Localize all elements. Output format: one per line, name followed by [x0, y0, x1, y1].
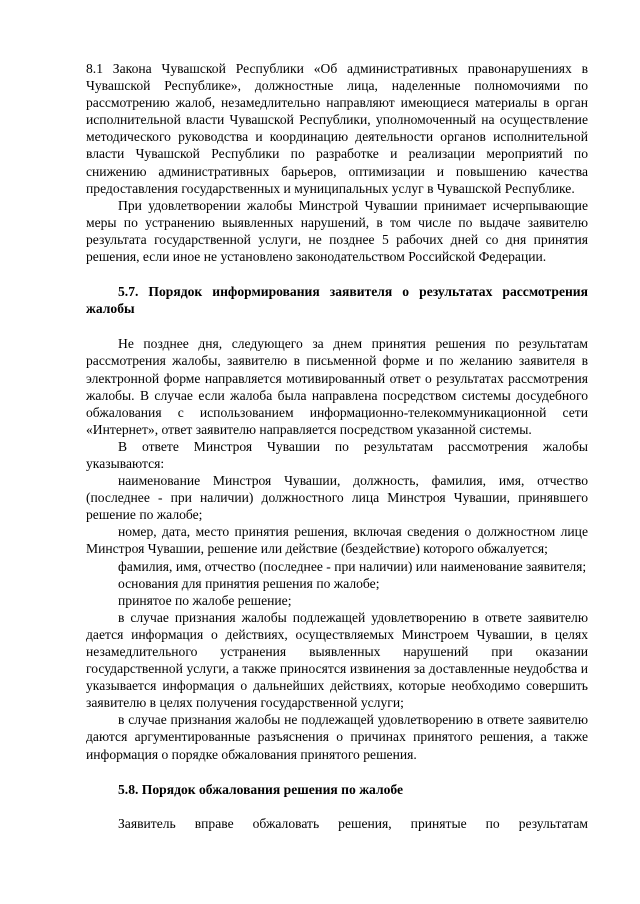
list-item-decision: принятое по жалобе решение;	[118, 592, 292, 608]
section-heading-5-8: 5.8. Порядок обжалования решения по жалобе	[118, 781, 404, 797]
paragraph-answer-contents: В ответе Минстроя Чувашии по результатам рассмотрения жалобы указываются:	[86, 438, 588, 471]
list-item-rejected-case: в случае признания жалобы не подлежащей удовлетворению в ответе заявителю даются аргументированные разъяснения о причинах принятого решения, а также информация о порядке обжалования принятого решения.	[86, 712, 588, 762]
list-item-applicant: фамилия, имя, отчество (последнее - при наличии) или наименование заявителя;	[118, 558, 587, 574]
paragraph-appeal: Заявитель вправе обжаловать решения, принятые по результатам	[118, 815, 588, 831]
list-item-name: наименование Минстроя Чувашии, должность, фамилия, имя, отчество (последнее - при наличии) должностного лица Минстроя Чувашии, принявшего решение по жалобе;	[86, 473, 588, 523]
document-page	[86, 60, 588, 832]
paragraph-response-deadline: Не позднее дня, следующего за днем принятия решения по результатам рассмотрения жалобы, заявителю в письменной форме и по желанию заявителя в электронной форме направляется мотивированный ответ о результатах рассмотрения жалобы. В случае если жалоба была направлена посредством системы досудебного обжалования с использованием информационно-телекоммуникационной сети «Интернет», ответ заявителю направляется посредством указанной системы.	[86, 336, 588, 437]
paragraph-satisfaction: При удовлетворении жалобы Минстрой Чувашии принимает исчерпывающие меры по устранению выявленных нарушений, в том числе по выдаче заявителю результата государственной услуги, не позднее 5 рабочих дней со дня принятия решения, если иное не установлено законодательством Российской Федерации.	[86, 197, 588, 265]
list-item-satisfied-case: в случае признания жалобы подлежащей удовлетворению в ответе заявителю дается информация о действиях, осуществляемых Минстроем Чувашии, в целях незамедлительного устранения выявленных нарушений при оказании государственной услуги, а также приносятся извинения за доставленные неудобства и указывается информация о дальнейших действиях, которые необходимо совершить заявителю в целях получения государственной услуги;	[86, 609, 588, 711]
section-heading-5-7: 5.7. Порядок информирования заявителя о результатах рассмотрения жалобы	[86, 284, 588, 317]
list-item-grounds: основания для принятия решения по жалобе;	[118, 575, 380, 591]
paragraph-intro: 8.1 Закона Чувашской Республики «Об административных правонарушениях в Чувашской Республике», должностные лица, наделенные полномочиями по рассмотрению жалоб, незамедлительно направляют имеющиеся материалы в орган исполнительной власти Чувашской Республики, уполномоченный на осуществление методического руководства и координацию деятельности органов исполнительной власти Чувашской Республики по разработке и реализации мероприятий по снижению административных барьеров, оптимизации и повышению качества предоставления государственных и муниципальных услуг в Чувашской Республике.	[86, 61, 588, 196]
list-item-decision-details: номер, дата, место принятия решения, включая сведения о должностном лице Минстроя Чувашии, решение или действие (бездействие) которого обжалуется;	[86, 524, 588, 557]
